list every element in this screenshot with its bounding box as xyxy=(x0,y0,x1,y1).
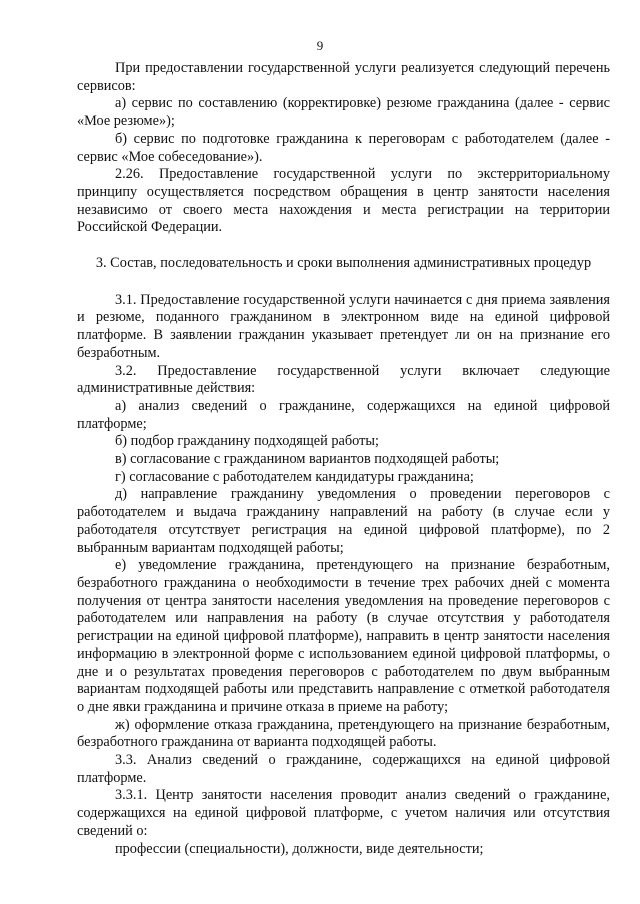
paragraph: 2.26. Предоставление государственной услуги по экстерриториальному принципу осуществляется посредством обращения в центр занятости населения независимо от своего места нахождения и места регистрации на территории Российской Федерации. xyxy=(77,166,610,236)
list-item: в) согласование с гражданином вариантов подходящей работы; xyxy=(115,451,500,468)
document-body xyxy=(77,60,610,858)
paragraph: При предоставлении государственной услуги реализуется следующий перечень сервисов: xyxy=(77,60,610,94)
list-item: е) уведомление гражданина, претендующего на признание безработным, безработного гражданина о необходимости в течение трех рабочих дней с момента получения от центра занятости населения уведомления на проведение переговоров с работодателем или направления на работу (в случае отсутствия у работодателя регистрации на единой цифровой платформе), направить в центр занятости населения информацию в электронной форме с использованием единой цифровой платформы, о дне и о результатах проведения переговоров с работодателем по двум выбранным вариантам подходящей работы или представить направление с отметкой работодателя о дне явки гражданина и причине отказа в приеме на работу; xyxy=(77,557,610,715)
list-item: а) анализ сведений о гражданине, содержащихся на единой цифровой платформе; xyxy=(77,397,610,432)
paragraph: профессии (специальности), должности, виде деятельности; xyxy=(115,840,484,857)
list-item: ж) оформление отказа гражданина, претендующего на признание безработным, безработного гражданина от варианта подходящей работы. xyxy=(77,716,610,751)
paragraph: а) сервис по составлению (корректировке) резюме гражданина (далее - сервис «Мое резюме»); xyxy=(77,95,610,130)
paragraph: 3.3.1. Центр занятости населения проводит анализ сведений о гражданине, содержащихся на единой цифровой платформе, с учетом наличия или отсутствия сведений о: xyxy=(77,787,610,839)
list-item: д) направление гражданину уведомления о проведении переговоров с работодателем и выдача гражданину направлений на работу (в случае если у работодателя отсутствует регистрация на единой цифровой платформе), по 2 выбранным вариантам подходящей работы; xyxy=(77,486,610,556)
list-item: б) подбор гражданину подходящей работы; xyxy=(115,433,379,450)
section-heading: 3. Состав, последовательность и сроки выполнения административных процедур xyxy=(95,255,592,272)
paragraph: 3.1. Предоставление государственной услуги начинается с дня приема заявления и резюме, поданного гражданином в электронном виде на единой цифровой платформе. В заявлении гражданин указывает претендует ли он на признание его безработным. xyxy=(77,291,610,361)
page-number: 9 xyxy=(316,38,324,53)
paragraph: 3.2. Предоставление государственной услуги включает следующие административные действия: xyxy=(77,362,610,397)
paragraph: 3.3. Анализ сведений о гражданине, содержащихся на единой цифровой платформе. xyxy=(77,752,610,786)
paragraph: б) сервис по подготовке гражданина к переговорам с работодателем (далее - сервис «Мое собеседование»). xyxy=(77,130,610,165)
list-item: г) согласование с работодателем кандидатуры гражданина; xyxy=(115,468,474,485)
